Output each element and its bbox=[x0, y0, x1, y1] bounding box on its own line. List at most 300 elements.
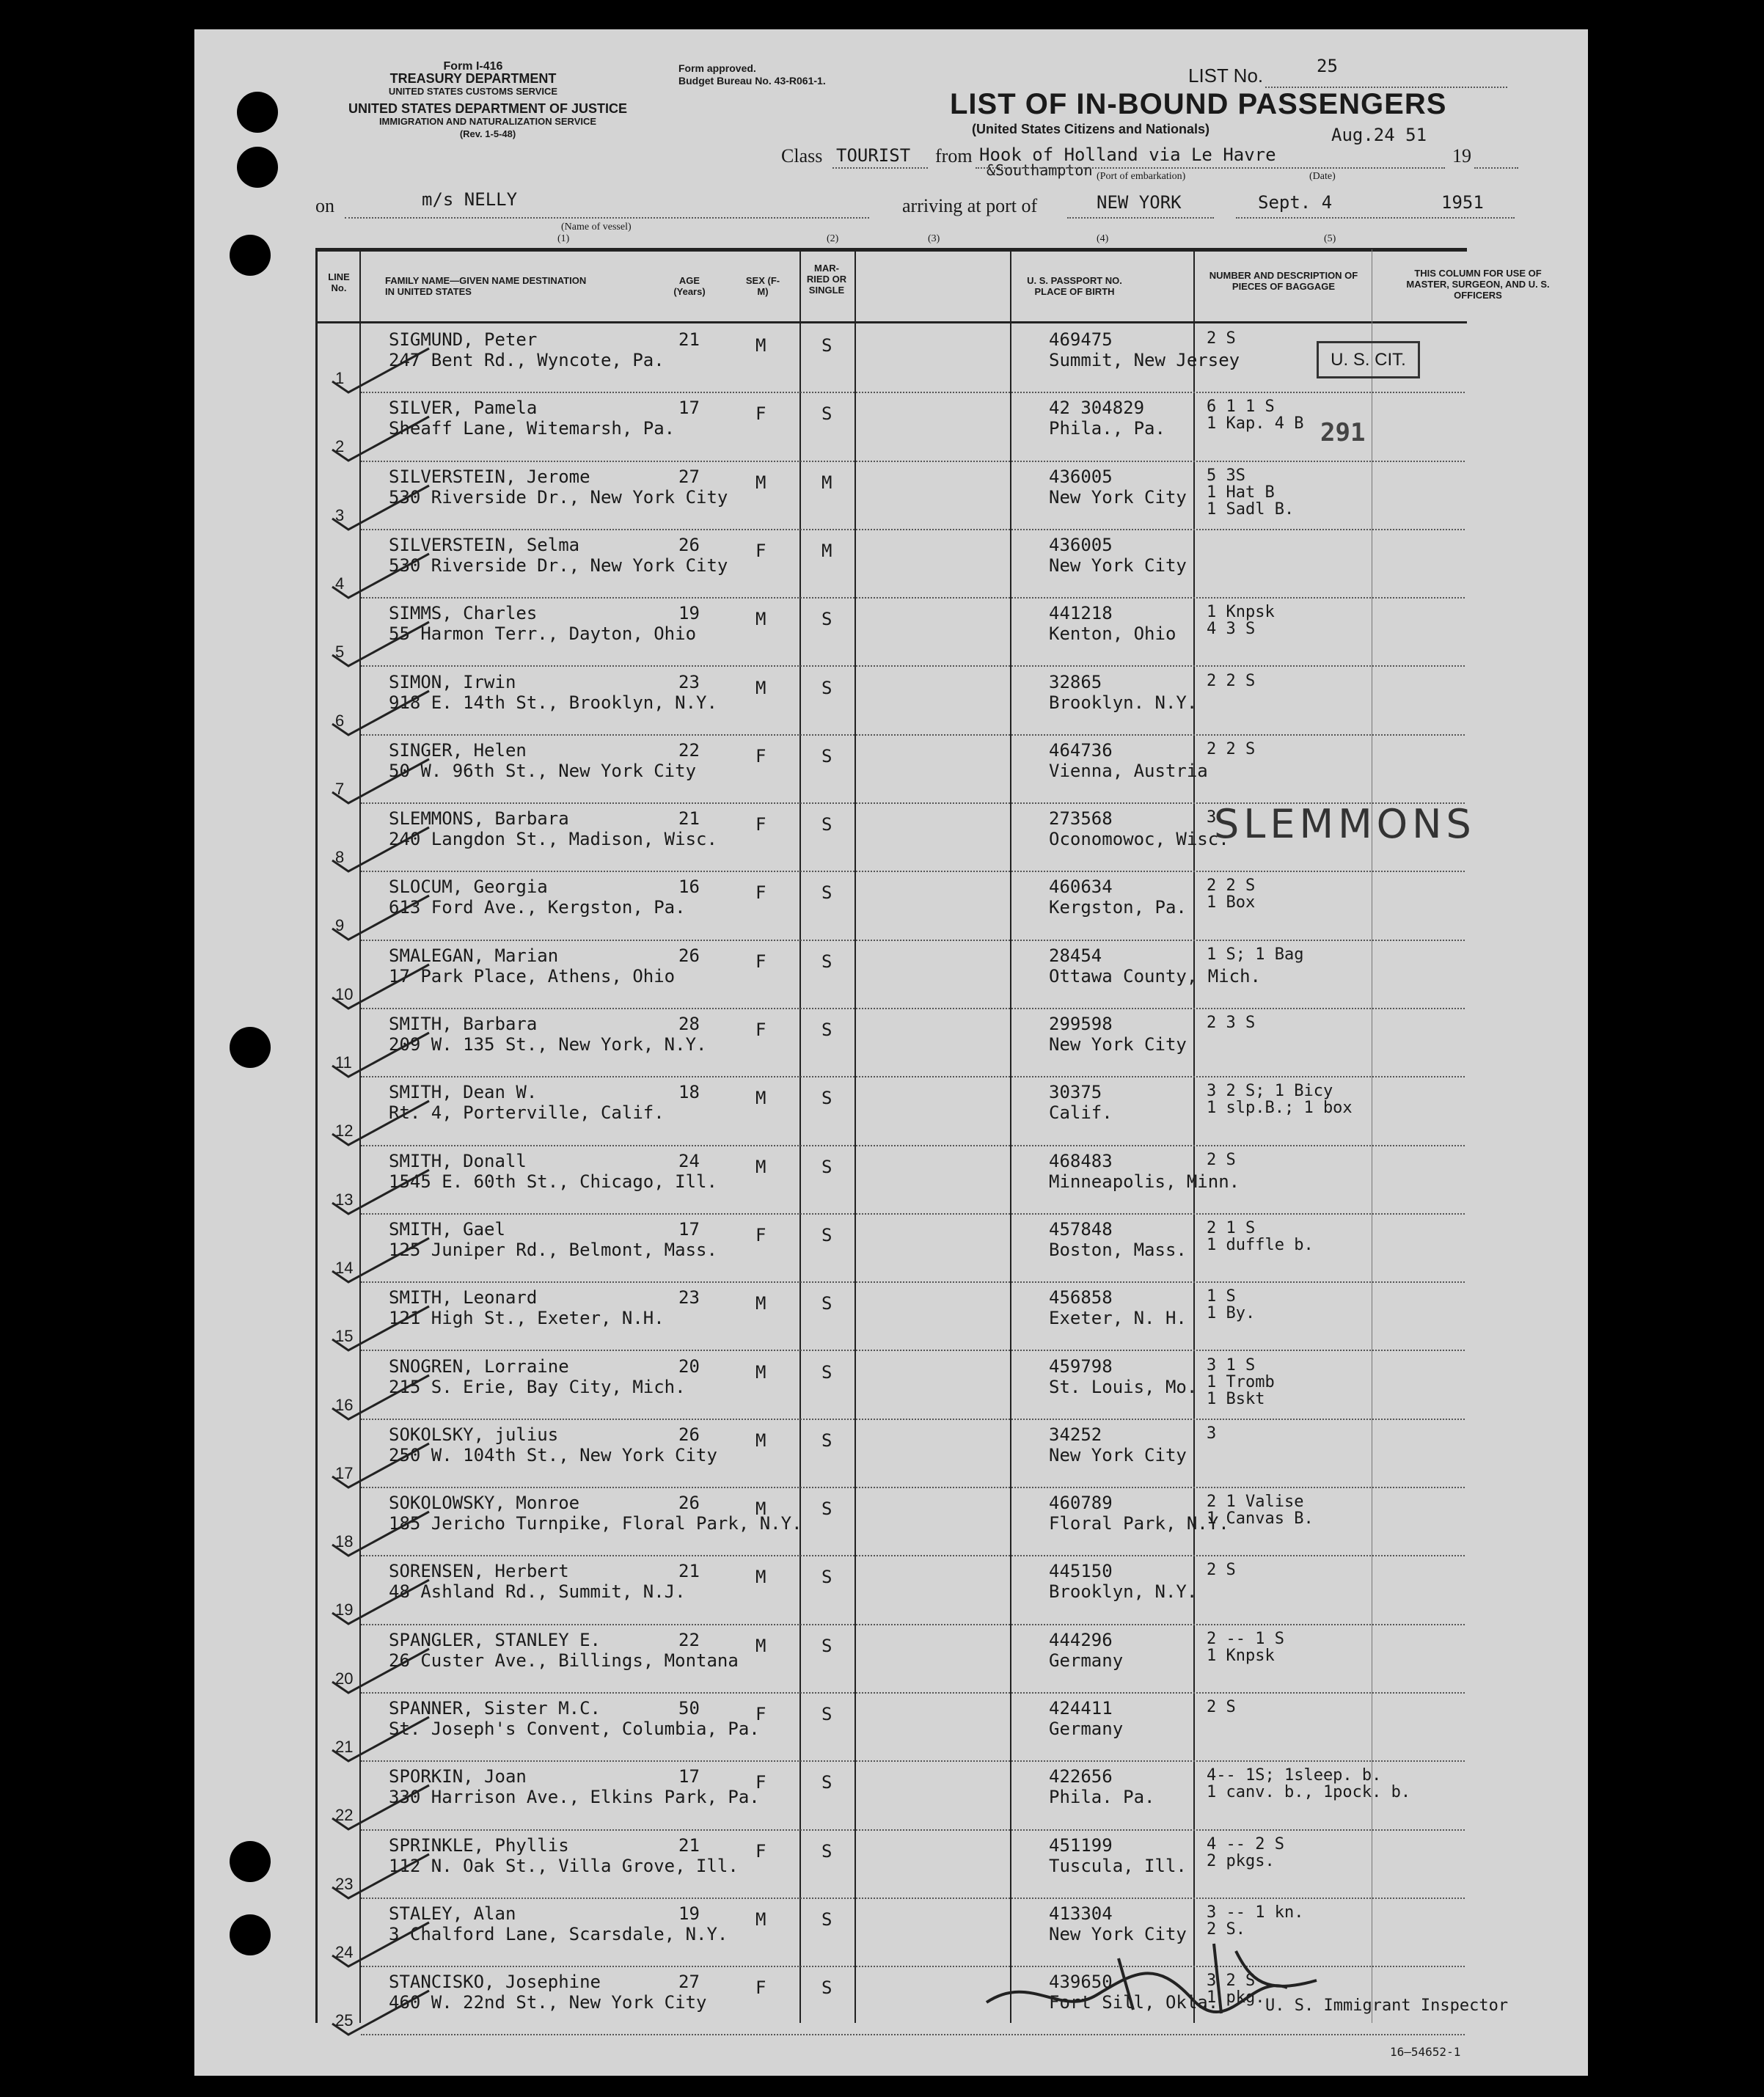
passenger-name: SMITH, Dean W. bbox=[389, 1082, 538, 1103]
baggage-line-1: 2 S bbox=[1207, 1150, 1236, 1169]
marital-status: S bbox=[821, 1224, 832, 1245]
sex: M bbox=[755, 335, 766, 356]
check-mark bbox=[326, 1573, 436, 1631]
page-subtitle: (United States Citizens and Nationals) bbox=[972, 122, 1210, 136]
marital-status: S bbox=[821, 403, 832, 425]
destination-address: Sheaff Lane, Witemarsh, Pa. bbox=[389, 418, 676, 439]
passport-number: 34252 bbox=[1049, 1424, 1102, 1445]
baggage-line-1: 2 2 S bbox=[1207, 671, 1256, 690]
baggage-line-1: 2 S bbox=[1207, 1561, 1236, 1580]
age: 20 bbox=[678, 1355, 700, 1377]
line-number: 11 bbox=[335, 1053, 352, 1072]
destination-address: 613 Ford Ave., Kergston, Pa. bbox=[389, 897, 686, 918]
check-mark bbox=[326, 1299, 436, 1358]
row-separator bbox=[361, 1829, 1465, 1831]
row-separator bbox=[361, 1624, 1465, 1625]
baggage-line-1: 3 1 S bbox=[1207, 1355, 1256, 1375]
table-row bbox=[194, 464, 1588, 532]
col-number-1: (1) bbox=[557, 233, 570, 244]
line-number: 10 bbox=[335, 984, 354, 1003]
marital-status: S bbox=[821, 1567, 832, 1588]
check-mark bbox=[326, 1847, 436, 1906]
baggage-line-1: 1 S; 1 Bag bbox=[1207, 945, 1304, 964]
header-bottom-rule bbox=[315, 321, 1467, 323]
table-row bbox=[194, 1353, 1588, 1421]
table-row bbox=[194, 669, 1588, 737]
sex: M bbox=[755, 1361, 766, 1383]
col-header-name: FAMILY NAME—GIVEN NAME DESTINATION IN UNITED STATES bbox=[385, 275, 587, 297]
vessel-value: m/s NELLY bbox=[422, 189, 518, 210]
check-mark bbox=[326, 1094, 436, 1152]
age: 26 bbox=[678, 1424, 700, 1445]
baggage-line-1: 3 bbox=[1207, 808, 1217, 827]
place-of-birth: Brooklyn, N.Y. bbox=[1049, 1581, 1198, 1603]
table-row bbox=[194, 1900, 1588, 1969]
table-row bbox=[194, 737, 1588, 805]
marital-status: M bbox=[821, 540, 832, 561]
passport-number: 457848 bbox=[1049, 1218, 1113, 1240]
col-number-3: (3) bbox=[928, 233, 940, 244]
line-number: 16 bbox=[335, 1395, 354, 1414]
row-separator bbox=[361, 1760, 1465, 1762]
sex: M bbox=[755, 1635, 766, 1656]
row-separator bbox=[361, 2034, 1465, 2035]
baggage-line-2: 1 duffle b. bbox=[1207, 1235, 1314, 1254]
row-separator bbox=[361, 461, 1465, 462]
sex: F bbox=[755, 951, 766, 972]
age: 17 bbox=[678, 1766, 700, 1787]
baggage-line-1: 2 2 S bbox=[1207, 877, 1256, 896]
passport-number: 460789 bbox=[1049, 1493, 1113, 1514]
table-row bbox=[194, 1216, 1588, 1284]
passport-number: 439650 bbox=[1049, 1972, 1113, 1993]
table-row bbox=[194, 1832, 1588, 1900]
baggage-line-2: 1 Kap. 4 B bbox=[1207, 414, 1304, 433]
check-mark bbox=[326, 820, 436, 879]
col-header-married: MAR- RIED OR SINGLE bbox=[806, 263, 847, 296]
passport-number: 32865 bbox=[1049, 671, 1102, 692]
port-embark-caption: (Port of embarkation) bbox=[1097, 171, 1186, 182]
check-mark bbox=[326, 1642, 436, 1700]
destination-address: 121 High St., Exeter, N.H. bbox=[389, 1308, 665, 1329]
destination-address: 240 Langdon St., Madison, Wisc. bbox=[389, 829, 717, 850]
line-number: 14 bbox=[335, 1258, 354, 1277]
col-number-2: (2) bbox=[827, 233, 839, 244]
row-separator bbox=[361, 1145, 1465, 1146]
col-header-age: AGE (Years) bbox=[673, 275, 706, 297]
line-number: 20 bbox=[335, 1669, 354, 1688]
age: 22 bbox=[678, 1629, 700, 1650]
passenger-name: SILVERSTEIN, Jerome bbox=[389, 466, 590, 487]
place-of-birth: New York City bbox=[1049, 486, 1187, 508]
col-header-baggage: NUMBER AND DESCRIPTION OF PIECES OF BAGGAGE bbox=[1209, 270, 1358, 292]
line-number: 9 bbox=[335, 916, 345, 935]
marital-status: S bbox=[821, 1908, 832, 1930]
check-mark bbox=[326, 341, 436, 400]
sex: M bbox=[755, 609, 766, 630]
sex: F bbox=[755, 1020, 766, 1040]
baggage-line-1: 4 -- 2 S bbox=[1207, 1834, 1284, 1853]
destination-address: 185 Jericho Turnpike, Floral Park, N.Y. bbox=[389, 1513, 802, 1534]
destination-address: 26 Custer Ave., Billings, Montana bbox=[389, 1650, 739, 1671]
place-of-birth: Phila., Pa. bbox=[1049, 418, 1165, 439]
check-mark bbox=[326, 684, 436, 742]
passport-number: 459798 bbox=[1049, 1355, 1113, 1377]
port-value: NEW YORK bbox=[1097, 192, 1182, 213]
passport-number: 273568 bbox=[1049, 808, 1113, 830]
age: 28 bbox=[678, 1014, 700, 1034]
passenger-name: SMITH, Leonard bbox=[389, 1287, 538, 1309]
table-row bbox=[194, 874, 1588, 942]
sex: F bbox=[755, 403, 766, 425]
passport-number: 30375 bbox=[1049, 1082, 1102, 1103]
baggage-line-3: 1 Bskt bbox=[1207, 1389, 1265, 1408]
form-number: Form I-416 bbox=[443, 60, 503, 73]
age: 26 bbox=[678, 534, 700, 555]
destination-address: 250 W. 104th St., New York City bbox=[389, 1444, 717, 1465]
marital-status: S bbox=[821, 1156, 832, 1177]
sex: M bbox=[755, 1498, 766, 1520]
year-prefix: 19 bbox=[1452, 145, 1471, 166]
age: 23 bbox=[678, 671, 700, 692]
from-line bbox=[976, 167, 1445, 169]
passenger-name: SPANGLER, STANLEY E. bbox=[389, 1629, 601, 1650]
row-separator bbox=[361, 1692, 1465, 1694]
row-separator bbox=[361, 597, 1465, 599]
binder-hole bbox=[237, 92, 278, 133]
place-of-birth: Exeter, N. H. bbox=[1049, 1308, 1187, 1329]
place-of-birth: Kenton, Ohio bbox=[1049, 623, 1176, 645]
passport-number: 422656 bbox=[1049, 1766, 1113, 1787]
age: 26 bbox=[678, 1493, 700, 1514]
destination-address: Rt. 4, Porterville, Calif. bbox=[389, 1102, 665, 1124]
check-mark bbox=[326, 1231, 436, 1289]
binder-hole bbox=[237, 147, 278, 188]
approval-note bbox=[678, 62, 913, 87]
passport-number: 441218 bbox=[1049, 603, 1113, 624]
passenger-name: SMITH, Donall bbox=[389, 1150, 527, 1171]
page-title: LIST OF IN-BOUND PASSENGERS bbox=[950, 88, 1447, 120]
arrival-year: 1951 bbox=[1441, 192, 1484, 213]
passport-number: 469475 bbox=[1049, 329, 1113, 350]
age: 21 bbox=[678, 1834, 700, 1856]
line-number: 22 bbox=[335, 1806, 354, 1825]
passenger-name: SMITH, Gael bbox=[389, 1218, 505, 1240]
place-of-birth: Oconomowoc, Wisc. bbox=[1049, 829, 1229, 850]
us-citizen-stamp: U. S. CIT. bbox=[1317, 341, 1420, 378]
passenger-name: SLOCUM, Georgia bbox=[389, 877, 548, 898]
inspector-signature bbox=[972, 1929, 1353, 2024]
passport-number: 413304 bbox=[1049, 1903, 1113, 1924]
row-separator bbox=[361, 1213, 1465, 1215]
marital-status: S bbox=[821, 335, 832, 356]
baggage-line-1: 2 2 S bbox=[1207, 739, 1256, 758]
col-number-5: (5) bbox=[1324, 233, 1336, 244]
sex: M bbox=[755, 1156, 766, 1177]
marital-status: S bbox=[821, 1361, 832, 1383]
table-row bbox=[194, 943, 1588, 1011]
line-number: 7 bbox=[335, 779, 345, 798]
passenger-name: SOKOLOWSKY, Monroe bbox=[389, 1493, 580, 1514]
sex: F bbox=[755, 1772, 766, 1793]
marital-status: M bbox=[821, 472, 832, 493]
ins-line: IMMIGRATION AND NATURALIZATION SERVICE bbox=[378, 116, 597, 127]
table-top-rule bbox=[315, 248, 1467, 252]
row-separator bbox=[361, 529, 1465, 530]
passenger-name: SMITH, Barbara bbox=[389, 1014, 538, 1034]
row-separator bbox=[361, 1350, 1465, 1351]
destination-address: 215 S. Erie, Bay City, Mich. bbox=[389, 1376, 686, 1397]
destination-address: 330 Harrison Ave., Elkins Park, Pa. bbox=[389, 1787, 760, 1808]
check-mark bbox=[326, 1915, 436, 1974]
baggage-line-1: 2 1 S bbox=[1207, 1218, 1256, 1237]
budget-line: Budget Bureau No. 43-R061-1. bbox=[678, 75, 826, 87]
baggage-line-2: 1 Knpsk bbox=[1207, 1646, 1275, 1665]
baggage-line-2: 1 By. bbox=[1207, 1304, 1256, 1323]
table-row bbox=[194, 600, 1588, 668]
marital-status: S bbox=[821, 1020, 832, 1040]
place-of-birth: Fort Sill, Okla. bbox=[1049, 1992, 1219, 2013]
passport-number: 451199 bbox=[1049, 1834, 1113, 1856]
check-mark bbox=[326, 478, 436, 537]
col-number-4: (4) bbox=[1097, 233, 1109, 244]
place-of-birth: Vienna, Austria bbox=[1049, 760, 1208, 781]
age: 26 bbox=[678, 945, 700, 966]
marital-status: S bbox=[821, 882, 832, 904]
passport-number: 444296 bbox=[1049, 1629, 1113, 1650]
destination-address: St. Joseph's Convent, Columbia, Pa. bbox=[389, 1719, 760, 1739]
baggage-line-1: 4-- 1S; 1sleep. b. bbox=[1207, 1766, 1382, 1785]
place-of-birth: Summit, New Jersey bbox=[1049, 350, 1240, 370]
check-mark bbox=[326, 1368, 436, 1427]
passenger-count: 291 bbox=[1320, 418, 1366, 447]
age: 16 bbox=[678, 877, 700, 898]
doj-header bbox=[319, 103, 656, 140]
passenger-name: SLEMMONS, Barbara bbox=[389, 808, 569, 830]
baggage-line-2: 1 slp.B.; 1 box bbox=[1207, 1099, 1353, 1118]
marital-status: S bbox=[821, 1977, 832, 1999]
vessel-line bbox=[345, 217, 869, 219]
class-value: TOURIST bbox=[836, 145, 911, 166]
passenger-name: SINGER, Helen bbox=[389, 739, 527, 761]
baggage-line-3: 1 Sadl B. bbox=[1207, 499, 1295, 519]
marital-status: S bbox=[821, 677, 832, 698]
sex: M bbox=[755, 472, 766, 493]
destination-address: 1545 E. 60th St., Chicago, Ill. bbox=[389, 1171, 717, 1192]
table-row bbox=[194, 1627, 1588, 1695]
baggage-line-2: 4 3 S bbox=[1207, 620, 1256, 639]
marital-status: S bbox=[821, 1704, 832, 1724]
passenger-name: SNOGREN, Lorraine bbox=[389, 1355, 569, 1377]
row-separator bbox=[361, 734, 1465, 736]
baggage-line-1: 2 S bbox=[1207, 329, 1236, 348]
age: 19 bbox=[678, 1903, 700, 1924]
passenger-name: STALEY, Alan bbox=[389, 1903, 516, 1924]
check-mark bbox=[326, 615, 436, 673]
row-separator bbox=[361, 1008, 1465, 1009]
check-mark bbox=[326, 1163, 436, 1221]
row-separator bbox=[361, 1897, 1465, 1899]
line-number: 25 bbox=[335, 2011, 354, 2030]
check-mark bbox=[326, 752, 436, 810]
col-header-sex: SEX (F-M) bbox=[745, 275, 780, 297]
date-caption: (Date) bbox=[1309, 171, 1336, 182]
destination-address: 3 Chalford Lane, Scarsdale, N.Y. bbox=[389, 1923, 728, 1944]
manifest-page bbox=[194, 29, 1588, 2076]
place-of-birth: Kergston, Pa. bbox=[1049, 897, 1187, 918]
sex: M bbox=[755, 1430, 766, 1451]
age: 24 bbox=[678, 1150, 700, 1171]
check-mark bbox=[326, 1025, 436, 1084]
from-value: Hook of Holland via Le Havre bbox=[979, 144, 1276, 165]
age: 18 bbox=[678, 1082, 700, 1103]
line-number: 19 bbox=[335, 1600, 354, 1620]
sex: F bbox=[755, 745, 766, 766]
treasury-line: TREASURY DEPARTMENT bbox=[389, 71, 557, 86]
line-number: 5 bbox=[335, 643, 345, 662]
baggage-line-1: 1 Knpsk bbox=[1207, 603, 1275, 622]
table-row bbox=[194, 1558, 1588, 1626]
row-separator bbox=[361, 940, 1465, 941]
place-of-birth: New York City bbox=[1049, 1923, 1187, 1944]
sex: M bbox=[755, 1088, 766, 1109]
date-value: Aug.24 51 bbox=[1331, 125, 1427, 145]
on-label: on bbox=[315, 195, 334, 216]
line-number: 4 bbox=[335, 574, 345, 593]
sex: F bbox=[755, 1704, 766, 1724]
arrival-line bbox=[1236, 217, 1515, 219]
passenger-name: SPORKIN, Joan bbox=[389, 1766, 527, 1787]
age: 27 bbox=[678, 1972, 700, 1993]
table-row bbox=[194, 1284, 1588, 1353]
destination-address: 50 W. 96th St., New York City bbox=[389, 760, 697, 781]
marital-status: S bbox=[821, 1772, 832, 1793]
destination-address: 48 Ashland Rd., Summit, N.J. bbox=[389, 1581, 686, 1603]
line-number: 1 bbox=[335, 369, 345, 387]
col-header-line-no: LINE No. bbox=[328, 271, 350, 293]
row-separator bbox=[361, 1419, 1465, 1420]
passport-number: 299598 bbox=[1049, 1014, 1113, 1034]
age: 19 bbox=[678, 603, 700, 624]
baggage-line-1: 2 3 S bbox=[1207, 1014, 1256, 1032]
arriving-label: arriving at port of bbox=[902, 195, 1038, 216]
check-mark bbox=[326, 1983, 436, 2042]
table-row bbox=[194, 1763, 1588, 1831]
place-of-birth: Ottawa County, Mich. bbox=[1049, 965, 1261, 987]
sex: M bbox=[755, 1908, 766, 1930]
list-no-value: 25 bbox=[1317, 56, 1338, 76]
baggage-line-2: 1 Canvas B. bbox=[1207, 1509, 1314, 1529]
row-separator bbox=[361, 392, 1465, 393]
table-row bbox=[194, 1011, 1588, 1079]
table-row bbox=[194, 1421, 1588, 1490]
age: 50 bbox=[678, 1698, 700, 1719]
place-of-birth: New York City bbox=[1049, 1444, 1187, 1465]
age: 21 bbox=[678, 808, 700, 830]
baggage-line-1: 3 2 S; 1 Bicy bbox=[1207, 1082, 1333, 1101]
age: 17 bbox=[678, 1218, 700, 1240]
passport-number: 460634 bbox=[1049, 877, 1113, 898]
passenger-name: SORENSEN, Herbert bbox=[389, 1561, 569, 1582]
baggage-line-2: 1 Hat B bbox=[1207, 483, 1275, 502]
doj-line: UNITED STATES DEPARTMENT OF JUSTICE bbox=[348, 101, 627, 116]
sex: F bbox=[755, 882, 766, 904]
marital-status: S bbox=[821, 1430, 832, 1451]
age: 21 bbox=[678, 329, 700, 350]
row-separator bbox=[361, 1076, 1465, 1077]
line-number: 18 bbox=[335, 1532, 354, 1551]
row-separator bbox=[361, 871, 1465, 872]
place-of-birth: Germany bbox=[1049, 1650, 1124, 1671]
destination-address: 17 Park Place, Athens, Ohio bbox=[389, 965, 676, 987]
baggage-line-1: 1 S bbox=[1207, 1287, 1236, 1306]
destination-address: 247 Bent Rd., Wyncote, Pa. bbox=[389, 350, 665, 370]
marital-status: S bbox=[821, 745, 832, 766]
place-of-birth: Boston, Mass. bbox=[1049, 1239, 1187, 1260]
sex: F bbox=[755, 540, 766, 561]
place-of-birth: New York City bbox=[1049, 1034, 1187, 1055]
check-mark bbox=[326, 1778, 436, 1837]
marital-status: S bbox=[821, 1498, 832, 1520]
sex: F bbox=[755, 1224, 766, 1245]
marital-status: S bbox=[821, 1088, 832, 1109]
baggage-line-2: 1 Box bbox=[1207, 893, 1256, 912]
sex: M bbox=[755, 677, 766, 698]
place-of-birth: Phila. Pa. bbox=[1049, 1787, 1155, 1808]
baggage-line-2: 1 Tromb bbox=[1207, 1372, 1275, 1391]
passport-number: 445150 bbox=[1049, 1561, 1113, 1582]
line-number: 3 bbox=[335, 505, 345, 524]
from-label: from bbox=[935, 145, 973, 166]
passenger-name: STANCISKO, Josephine bbox=[389, 1972, 601, 1993]
table-row bbox=[194, 1148, 1588, 1216]
line-number: 17 bbox=[335, 1463, 354, 1482]
vessel-caption: (Name of vessel) bbox=[561, 222, 632, 233]
place-of-birth: Minneapolis, Minn. bbox=[1049, 1171, 1240, 1192]
sex: M bbox=[755, 1293, 766, 1314]
passenger-name: SIMMS, Charles bbox=[389, 603, 538, 624]
rev-line: (Rev. 1-5-48) bbox=[459, 128, 516, 139]
row-separator bbox=[361, 665, 1465, 667]
passenger-name: SMALEGAN, Marian bbox=[389, 945, 559, 966]
sex: M bbox=[755, 1567, 766, 1588]
sex: F bbox=[755, 1840, 766, 1862]
baggage-line-2: 2 pkgs. bbox=[1207, 1851, 1275, 1870]
destination-address: 530 Riverside Dr., New York City bbox=[389, 486, 728, 508]
line-number: 23 bbox=[335, 1874, 354, 1893]
table-row bbox=[194, 395, 1588, 463]
passenger-name: SIGMUND, Peter bbox=[389, 329, 538, 350]
passenger-name: SOKOLSKY, julius bbox=[389, 1424, 559, 1445]
class-label: Class bbox=[781, 145, 823, 166]
port-line bbox=[1067, 217, 1214, 219]
passenger-name: SPANNER, Sister M.C. bbox=[389, 1698, 601, 1719]
place-of-birth: Floral Park, N.Y. bbox=[1049, 1513, 1229, 1534]
check-mark bbox=[326, 888, 436, 947]
passport-number: 468483 bbox=[1049, 1150, 1113, 1171]
check-mark bbox=[326, 1436, 436, 1495]
place-of-birth: Tuscula, Ill. bbox=[1049, 1855, 1187, 1876]
marital-status: S bbox=[821, 1840, 832, 1862]
age: 17 bbox=[678, 398, 700, 419]
check-mark bbox=[326, 546, 436, 605]
line-number: 21 bbox=[335, 1738, 354, 1756]
destination-address: 918 E. 14th St., Brooklyn, N.Y. bbox=[389, 692, 717, 713]
check-mark bbox=[326, 1504, 436, 1563]
line-number: 12 bbox=[335, 1121, 354, 1141]
line-number: 6 bbox=[335, 711, 345, 730]
baggage-line-1: 5 3S bbox=[1207, 466, 1245, 485]
